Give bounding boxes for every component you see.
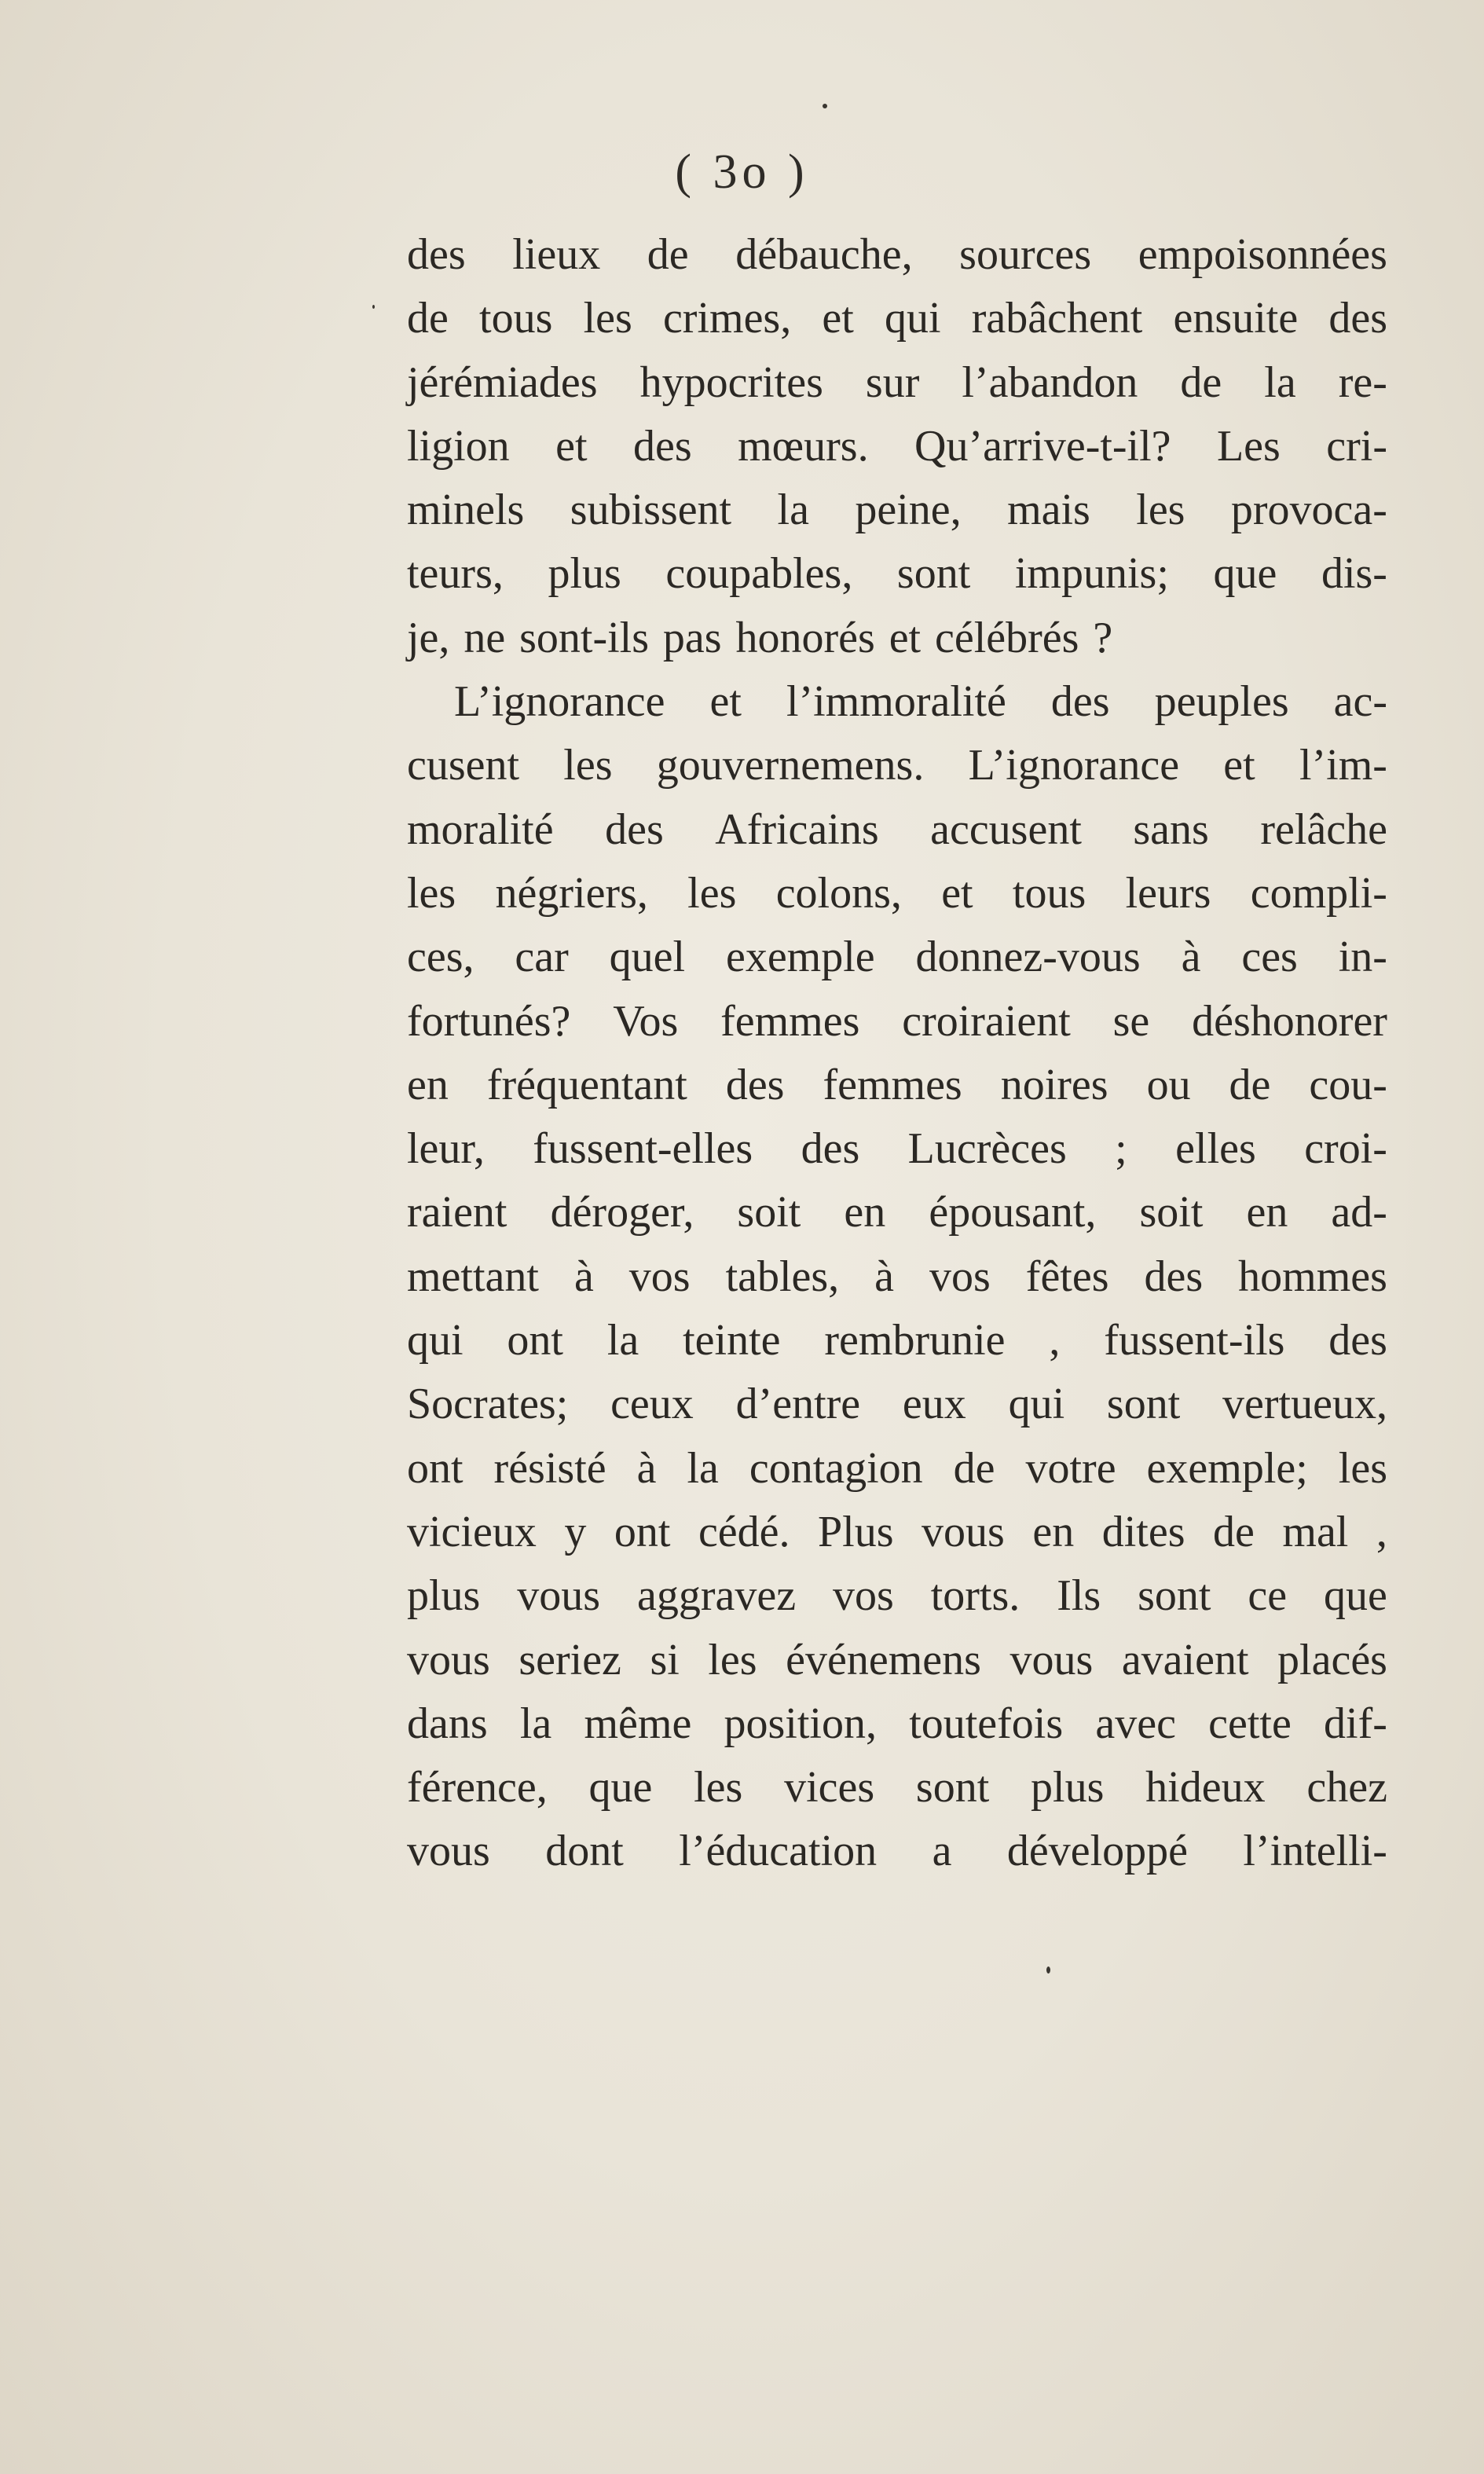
word: toutefois bbox=[909, 1699, 1064, 1748]
word: car bbox=[515, 933, 569, 982]
word: hypocrites bbox=[639, 357, 823, 407]
word: sont bbox=[1138, 1571, 1211, 1621]
word: crimes, bbox=[662, 294, 792, 343]
word: fréquentant bbox=[486, 1060, 687, 1109]
word: développé bbox=[1006, 1827, 1188, 1876]
word: que bbox=[1324, 1571, 1387, 1621]
text-line bbox=[407, 1501, 1387, 1564]
word: donnez-vous bbox=[915, 933, 1141, 982]
word: position, bbox=[724, 1699, 877, 1748]
word: vos bbox=[929, 1252, 991, 1301]
word: Vos bbox=[613, 996, 679, 1046]
text-line bbox=[407, 990, 1387, 1054]
text-line bbox=[407, 1820, 1387, 1883]
text-line bbox=[407, 1309, 1387, 1373]
word: sont bbox=[915, 1763, 990, 1812]
word: ad- bbox=[1331, 1188, 1387, 1237]
word: et bbox=[1223, 741, 1255, 790]
paper-speck bbox=[372, 305, 375, 309]
word: colons, bbox=[775, 868, 902, 918]
word: je, bbox=[407, 613, 450, 662]
word: exemple; bbox=[1146, 1443, 1308, 1493]
word: de bbox=[1180, 357, 1222, 407]
word: l’éducation bbox=[679, 1827, 878, 1876]
word: rabâchent bbox=[971, 294, 1143, 343]
word: quel bbox=[609, 933, 686, 982]
word: ont bbox=[614, 1507, 671, 1556]
word: cou- bbox=[1309, 1060, 1387, 1109]
word: moralité bbox=[407, 805, 554, 854]
word: des bbox=[801, 1124, 860, 1174]
word: plus bbox=[407, 1571, 481, 1621]
word: soit bbox=[737, 1188, 801, 1237]
word: coupables, bbox=[665, 549, 853, 599]
word: événemens bbox=[786, 1635, 981, 1684]
word: Africains bbox=[715, 805, 879, 854]
text-line bbox=[407, 1054, 1387, 1117]
word: débauche, bbox=[735, 230, 913, 279]
word: à bbox=[1181, 933, 1201, 982]
word: teinte bbox=[683, 1316, 781, 1365]
word: contagion bbox=[749, 1443, 923, 1493]
word: des bbox=[725, 1060, 785, 1109]
text-line bbox=[407, 351, 1387, 415]
word: in- bbox=[1338, 933, 1387, 982]
word: célébrés bbox=[935, 613, 1079, 662]
word: même bbox=[584, 1699, 692, 1748]
word: des bbox=[1328, 1316, 1387, 1365]
text-line bbox=[407, 1629, 1387, 1692]
word: croiraient bbox=[902, 996, 1071, 1046]
word: en bbox=[1246, 1188, 1288, 1237]
word: mœurs. bbox=[738, 421, 869, 471]
word: des bbox=[633, 421, 692, 471]
word: ac- bbox=[1333, 677, 1387, 727]
word: plus bbox=[548, 549, 621, 599]
word: dis- bbox=[1321, 549, 1387, 599]
paper-speck bbox=[1046, 1966, 1050, 1974]
word: des bbox=[1328, 294, 1387, 343]
word: ont bbox=[407, 1443, 464, 1493]
word: vous bbox=[1009, 1635, 1094, 1684]
word: eux bbox=[902, 1380, 966, 1429]
word: dans bbox=[407, 1699, 488, 1748]
word: cri- bbox=[1326, 421, 1387, 471]
word: d’entre bbox=[735, 1380, 861, 1429]
word: déroger, bbox=[550, 1188, 694, 1237]
word: négriers, bbox=[495, 868, 648, 918]
text-line bbox=[407, 1692, 1387, 1756]
word: fortunés? bbox=[407, 996, 571, 1046]
word: qui bbox=[885, 294, 941, 343]
word: cette bbox=[1208, 1699, 1292, 1748]
word: ce bbox=[1248, 1571, 1288, 1621]
word: impunis; bbox=[1014, 549, 1169, 599]
word: subissent bbox=[570, 486, 732, 535]
word: de bbox=[953, 1443, 995, 1493]
word: placés bbox=[1277, 1635, 1387, 1684]
word: Les bbox=[1216, 421, 1281, 471]
word: avec bbox=[1095, 1699, 1176, 1748]
word: ne bbox=[464, 613, 506, 662]
word: vous bbox=[922, 1507, 1005, 1556]
word: que bbox=[588, 1763, 653, 1812]
word: en bbox=[1032, 1507, 1075, 1556]
word: femmes bbox=[720, 996, 860, 1046]
word: Lucrèces bbox=[907, 1124, 1067, 1174]
word: et bbox=[709, 677, 742, 727]
word: , bbox=[1049, 1316, 1061, 1365]
text-line bbox=[407, 1437, 1387, 1501]
word: l’im- bbox=[1299, 741, 1387, 790]
word: elles bbox=[1175, 1124, 1256, 1174]
text-line bbox=[407, 1245, 1387, 1309]
word: Qu’arrive-t-il? bbox=[914, 421, 1171, 471]
word: les bbox=[407, 868, 456, 918]
word: ou bbox=[1146, 1060, 1191, 1109]
word: vos bbox=[628, 1252, 691, 1301]
word: si bbox=[650, 1635, 680, 1684]
word: ; bbox=[1115, 1124, 1127, 1174]
word: de bbox=[1229, 1060, 1271, 1109]
word: et bbox=[889, 613, 922, 662]
word: compli- bbox=[1250, 868, 1387, 918]
word: vous bbox=[407, 1827, 490, 1876]
word: teurs, bbox=[407, 549, 504, 599]
word: peuples bbox=[1154, 677, 1289, 727]
word: les bbox=[687, 868, 737, 918]
word: vices bbox=[784, 1763, 875, 1812]
word: ces, bbox=[407, 933, 475, 982]
word: la bbox=[1264, 357, 1296, 407]
word: à bbox=[573, 1252, 594, 1301]
word: qui bbox=[407, 1316, 464, 1365]
word: vous bbox=[407, 1635, 490, 1684]
word: Ils bbox=[1057, 1571, 1101, 1621]
word: fêtes bbox=[1025, 1252, 1109, 1301]
word: sur bbox=[865, 357, 920, 407]
word: plus bbox=[1031, 1763, 1105, 1812]
word: soit bbox=[1139, 1188, 1204, 1237]
word: ces bbox=[1241, 933, 1298, 982]
word: et bbox=[941, 868, 973, 918]
word: pas bbox=[662, 613, 722, 662]
word: des bbox=[407, 230, 466, 279]
word: L’ignorance bbox=[454, 677, 665, 727]
word: de bbox=[647, 230, 689, 279]
word: rembrunie bbox=[824, 1316, 1006, 1365]
word: mettant bbox=[407, 1252, 539, 1301]
word: hideux bbox=[1145, 1763, 1266, 1812]
word: raient bbox=[407, 1188, 507, 1237]
text-line bbox=[407, 287, 1387, 350]
word: relâche bbox=[1260, 805, 1387, 854]
word: les bbox=[1338, 1443, 1387, 1493]
word: l’abandon bbox=[962, 357, 1138, 407]
text-line bbox=[407, 1181, 1387, 1244]
text-line bbox=[407, 1564, 1387, 1628]
paper-speck bbox=[823, 104, 827, 108]
word: en bbox=[407, 1060, 449, 1109]
word: la bbox=[777, 486, 809, 535]
word: chez bbox=[1306, 1763, 1387, 1812]
text-line bbox=[407, 607, 1387, 670]
word: torts. bbox=[930, 1571, 1020, 1621]
word: résisté bbox=[493, 1443, 606, 1493]
word: ont bbox=[507, 1316, 563, 1365]
word: y bbox=[564, 1507, 587, 1556]
word: ensuite bbox=[1173, 294, 1299, 343]
body-text bbox=[407, 223, 1387, 1884]
word: vos bbox=[833, 1571, 894, 1621]
word: exemple bbox=[725, 933, 875, 982]
word: vicieux bbox=[407, 1507, 537, 1556]
word: L’ignorance bbox=[968, 741, 1180, 790]
page-number: ( 3o ) bbox=[675, 145, 809, 199]
word: votre bbox=[1025, 1443, 1116, 1493]
word: en bbox=[844, 1188, 886, 1237]
word: dif- bbox=[1324, 1699, 1387, 1748]
text-line bbox=[407, 734, 1387, 797]
word: que bbox=[1213, 549, 1277, 599]
word: les bbox=[708, 1635, 757, 1684]
word: sont bbox=[1106, 1380, 1181, 1429]
word: avaient bbox=[1121, 1635, 1249, 1684]
word: épousant, bbox=[929, 1188, 1097, 1237]
word: accusent bbox=[930, 805, 1082, 854]
word: l’intelli- bbox=[1243, 1827, 1387, 1876]
word: de bbox=[1213, 1507, 1255, 1556]
word: des bbox=[1144, 1252, 1204, 1301]
word: les bbox=[583, 294, 632, 343]
word: ceux bbox=[610, 1380, 694, 1429]
word: ligion bbox=[407, 421, 510, 471]
word: cédé. bbox=[698, 1507, 790, 1556]
word: vertueux, bbox=[1222, 1380, 1387, 1429]
word: les bbox=[563, 741, 613, 790]
word: déshonorer bbox=[1192, 996, 1387, 1046]
word: fussent-ils bbox=[1104, 1316, 1285, 1365]
word: peine, bbox=[855, 486, 962, 535]
word: et bbox=[822, 294, 854, 343]
text-line bbox=[407, 925, 1387, 989]
word: Socrates; bbox=[407, 1380, 569, 1429]
word: lieux bbox=[512, 230, 601, 279]
word: des bbox=[605, 805, 664, 854]
text-line bbox=[407, 798, 1387, 862]
text-line bbox=[407, 1117, 1387, 1181]
word: Plus bbox=[818, 1507, 894, 1556]
word: empoisonnées bbox=[1138, 230, 1387, 279]
word: croi- bbox=[1304, 1124, 1387, 1174]
word: mais bbox=[1007, 486, 1090, 535]
word: les bbox=[1136, 486, 1185, 535]
word: de bbox=[407, 294, 449, 343]
word: honorés bbox=[735, 613, 875, 662]
word: la bbox=[687, 1443, 719, 1493]
word: femmes bbox=[823, 1060, 962, 1109]
word: dont bbox=[545, 1827, 624, 1876]
word: tous bbox=[479, 294, 553, 343]
word: minels bbox=[407, 486, 525, 535]
word: sont-ils bbox=[519, 613, 650, 662]
word: qui bbox=[1008, 1380, 1065, 1429]
word: leur, bbox=[407, 1124, 485, 1174]
word: tables, bbox=[725, 1252, 840, 1301]
word: des bbox=[1050, 677, 1110, 727]
word: la bbox=[606, 1316, 639, 1365]
word: dites bbox=[1101, 1507, 1185, 1556]
word: sources bbox=[959, 230, 1092, 279]
word: les bbox=[694, 1763, 743, 1812]
word: à bbox=[874, 1252, 895, 1301]
word: ? bbox=[1093, 613, 1113, 662]
text-line bbox=[407, 542, 1387, 606]
text-line bbox=[407, 478, 1387, 542]
text-line bbox=[407, 1373, 1387, 1436]
word: férence, bbox=[407, 1763, 548, 1812]
word: se bbox=[1112, 996, 1150, 1046]
word: tous bbox=[1012, 868, 1086, 918]
word: re- bbox=[1338, 357, 1387, 407]
word: noires bbox=[1000, 1060, 1108, 1109]
word: à bbox=[636, 1443, 657, 1493]
text-line bbox=[407, 223, 1387, 287]
word: , bbox=[1376, 1507, 1387, 1556]
text-line bbox=[407, 415, 1387, 478]
word: leurs bbox=[1125, 868, 1211, 918]
word: fussent-elles bbox=[533, 1124, 753, 1174]
word: seriez bbox=[518, 1635, 621, 1684]
word: l’immoralité bbox=[786, 677, 1006, 727]
word: a bbox=[932, 1827, 952, 1876]
word: mal bbox=[1282, 1507, 1349, 1556]
text-line bbox=[407, 862, 1387, 925]
word: vous bbox=[517, 1571, 601, 1621]
word: hommes bbox=[1238, 1252, 1387, 1301]
word: jérémiades bbox=[407, 357, 598, 407]
word: aggravez bbox=[637, 1571, 797, 1621]
word: sont bbox=[896, 549, 971, 599]
word: sans bbox=[1133, 805, 1209, 854]
word: la bbox=[519, 1699, 552, 1748]
word: cusent bbox=[407, 741, 520, 790]
text-line bbox=[407, 670, 1387, 734]
word: provoca- bbox=[1230, 486, 1387, 535]
word: et bbox=[555, 421, 588, 471]
text-line bbox=[407, 1756, 1387, 1820]
word: gouvernemens. bbox=[656, 741, 925, 790]
